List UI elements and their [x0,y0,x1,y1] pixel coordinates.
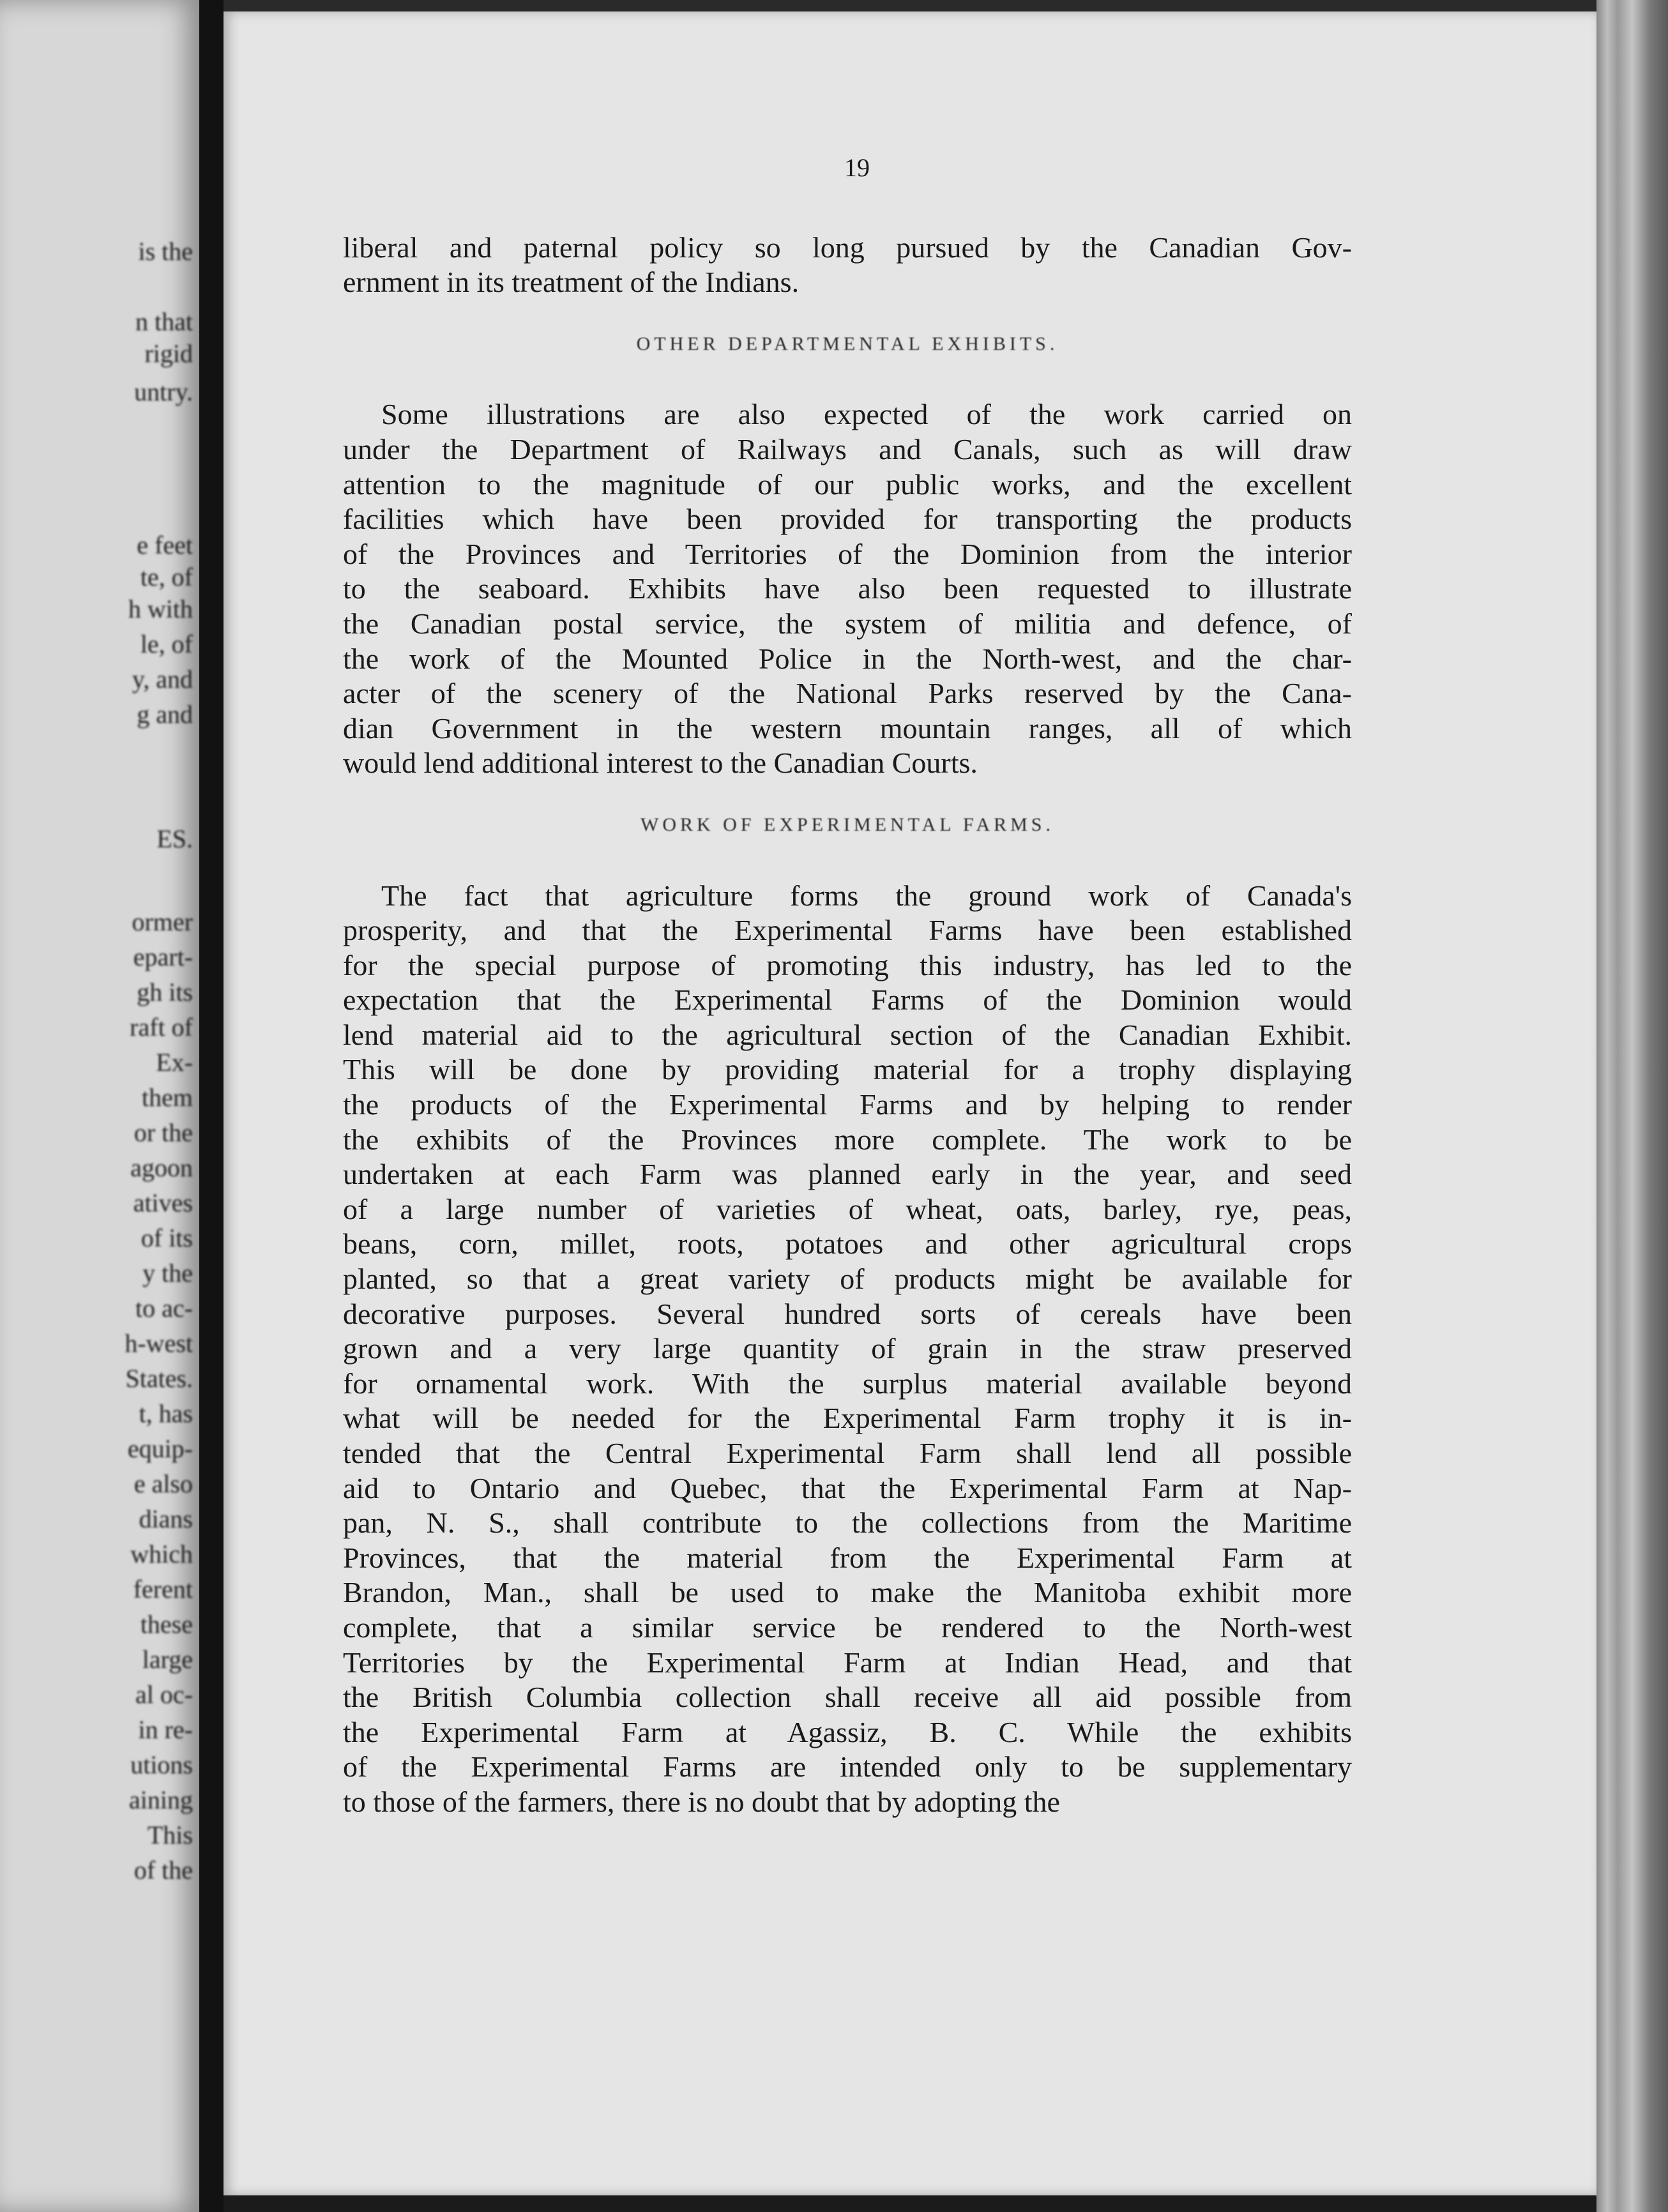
book-gutter [199,0,224,2212]
left-page-fragment: e feet [137,531,193,559]
section-other-departmental-exhibits-body [343,397,1352,781]
left-page-fragment: g and [137,700,193,729]
text-line: Provinces, that the material from the Experimental Farm at [343,1541,1352,1574]
text-line: planted, so that a great variety of products might be available for [343,1262,1352,1296]
text-line: under the Department of Railways and Canals, such as will draw [343,432,1352,466]
text-line: tended that the Central Experimental Farm shall lend all possible [343,1437,1352,1469]
text-line: the British Columbia collection shall receive all aid possible from [343,1681,1352,1714]
page-number: 19 [844,153,870,182]
text-line: the Canadian postal service, the system of militia and defence, of [343,607,1352,640]
text-line: the Experimental Farm at Agassiz, B. C. While the exhibits [343,1715,1352,1748]
text-line: acter of the scenery of the National Parks reserved by the Cana- [343,677,1352,710]
text-line: the products of the Experimental Farms and by helping to render [343,1088,1352,1121]
text-line: for ornamental work. With the surplus material available beyond [343,1367,1352,1400]
left-page-fragment: equip- [127,1434,193,1463]
text-line: of the Provinces and Territories of the Dominion from the interior [343,537,1352,570]
left-page-fragment: States. [125,1364,193,1393]
left-page-fragment: large [142,1645,193,1674]
left-page-fragment: al oc- [135,1680,193,1709]
text-line: attention to the magnitude of our public works, and the excellent [343,467,1352,501]
left-page-fragment: ES. [156,824,193,853]
text-line: undertaken at each Farm was planned early in the year, and seed [343,1158,1352,1191]
left-page-fragment: h-west [125,1329,193,1358]
page-content [343,151,1352,1820]
text-line: for the special purpose of promoting this industry, has led to the [343,948,1352,981]
left-page-fragment: which [130,1540,193,1568]
left-page-fragment: atives [133,1188,193,1217]
left-page-fragment: utions [130,1750,193,1779]
left-page-fragment: rigid [144,339,193,368]
left-page-fragment: in re- [138,1715,193,1744]
left-page-fragment: is the [138,237,193,266]
text-line: grown and a very large quantity of grain in the straw preserved [343,1332,1352,1365]
left-page-fragment: untry. [134,377,193,406]
left-page-fragment: epart- [133,943,193,971]
text-line: Brandon, Man., shall be used to make the Manitoba exhibit more [343,1576,1352,1609]
text-line: Territories by the Experimental Farm at Indian Head, and that [343,1646,1352,1679]
left-page-fragment: ormer [132,907,193,936]
left-page-fragment: these [140,1610,193,1639]
left-page-fragment: This [147,1821,193,1849]
left-page-fragment: or the [133,1118,193,1147]
text-line: facilities which have been provided for transporting the products [343,503,1352,536]
left-page-fragment: them [142,1083,193,1112]
text-line: decorative purposes. Several hundred sorts of cereals have been [343,1297,1352,1330]
text-line: ernment in its treatment of the Indians. [343,266,800,299]
left-facing-page [0,0,199,2212]
left-page-fragment: y, and [132,665,193,693]
text-line: to those of the farmers, there is no doubt that by adopting the [343,1785,1060,1818]
left-page-fragment: dians [139,1504,193,1533]
text-line: expectation that the Experimental Farms of the Dominion would [343,983,1352,1017]
text-line: to the seaboard. Exhibits have also been requested to illustrate [343,572,1352,605]
text-line: would lend additional interest to the Canadian Courts. [343,746,978,780]
intro-paragraph [343,231,1352,300]
left-page-fragment: raft of [130,1013,193,1042]
text-line: of the Experimental Farms are intended only to be supplementary [343,1750,1352,1784]
text-line: prosperity, and that the Experimental Farms have been established [343,914,1352,947]
left-page-fragment: y the [142,1259,193,1287]
section-work-of-experimental-farms-body [343,879,1352,1820]
left-page-fragment: aining [129,1785,193,1814]
text-line: beans, corn, millet, roots, potatoes and other agricultural crops [343,1227,1352,1261]
text-line: lend material aid to the agricultural section of the Canadian Exhibit. [343,1018,1352,1051]
text-line: dian Government in the western mountain ranges, all of which [343,711,1352,745]
text-line: of a large number of varieties of wheat, oats, barley, rye, peas, [343,1192,1352,1225]
left-page-fragment: n that [135,307,193,336]
left-page-fragment: agoon [130,1153,193,1182]
text-line: Some illustrations are also expected of the work carried on [381,398,1352,431]
left-page-fragment: h with [128,595,193,623]
left-page-fragment: ferent [133,1575,193,1603]
left-page-fragment: of its [140,1223,193,1252]
left-page-fragment: to ac- [135,1294,193,1322]
left-page-fragment: gh its [137,978,193,1006]
text-line: what will be needed for the Experimental Farm trophy it is in- [343,1402,1352,1435]
left-page-fragment: of the [133,1856,193,1884]
text-line: pan, N. S., shall contribute to the collections from the Maritime [343,1506,1352,1540]
text-line: complete, that a similar service be rendered to the North-west [343,1610,1352,1644]
top-shadow [224,0,1596,11]
left-page-fragment: le, of [140,630,193,658]
text-line: The fact that agriculture forms the ground work of Canada's [381,879,1352,912]
left-page-fragment: t, has [139,1399,193,1428]
page-edge-stack [1596,0,1668,2212]
text-line: liberal and paternal policy so long pursued by the Canadian Gov- [343,231,1352,264]
left-page-fragment: Ex- [156,1048,193,1077]
section-heading-other-departmental-exhibits: OTHER DEPARTMENTAL EXHIBITS. [636,333,1059,354]
text-line: the exhibits of the Provinces more complete. The work to be [343,1123,1352,1156]
text-line: the work of the Mounted Police in the North-west, and the char- [343,642,1352,675]
text-line: This will be done by providing material for a trophy displaying [343,1053,1352,1086]
left-page-fragment: e also [133,1469,193,1498]
left-page-fragment: te, of [140,563,193,591]
section-heading-work-of-experimental-farms: WORK OF EXPERIMENTAL FARMS. [641,814,1054,835]
left-page-text [0,0,199,2212]
text-line: aid to Ontario and Quebec, that the Experimental Farm at Nap- [343,1471,1352,1504]
